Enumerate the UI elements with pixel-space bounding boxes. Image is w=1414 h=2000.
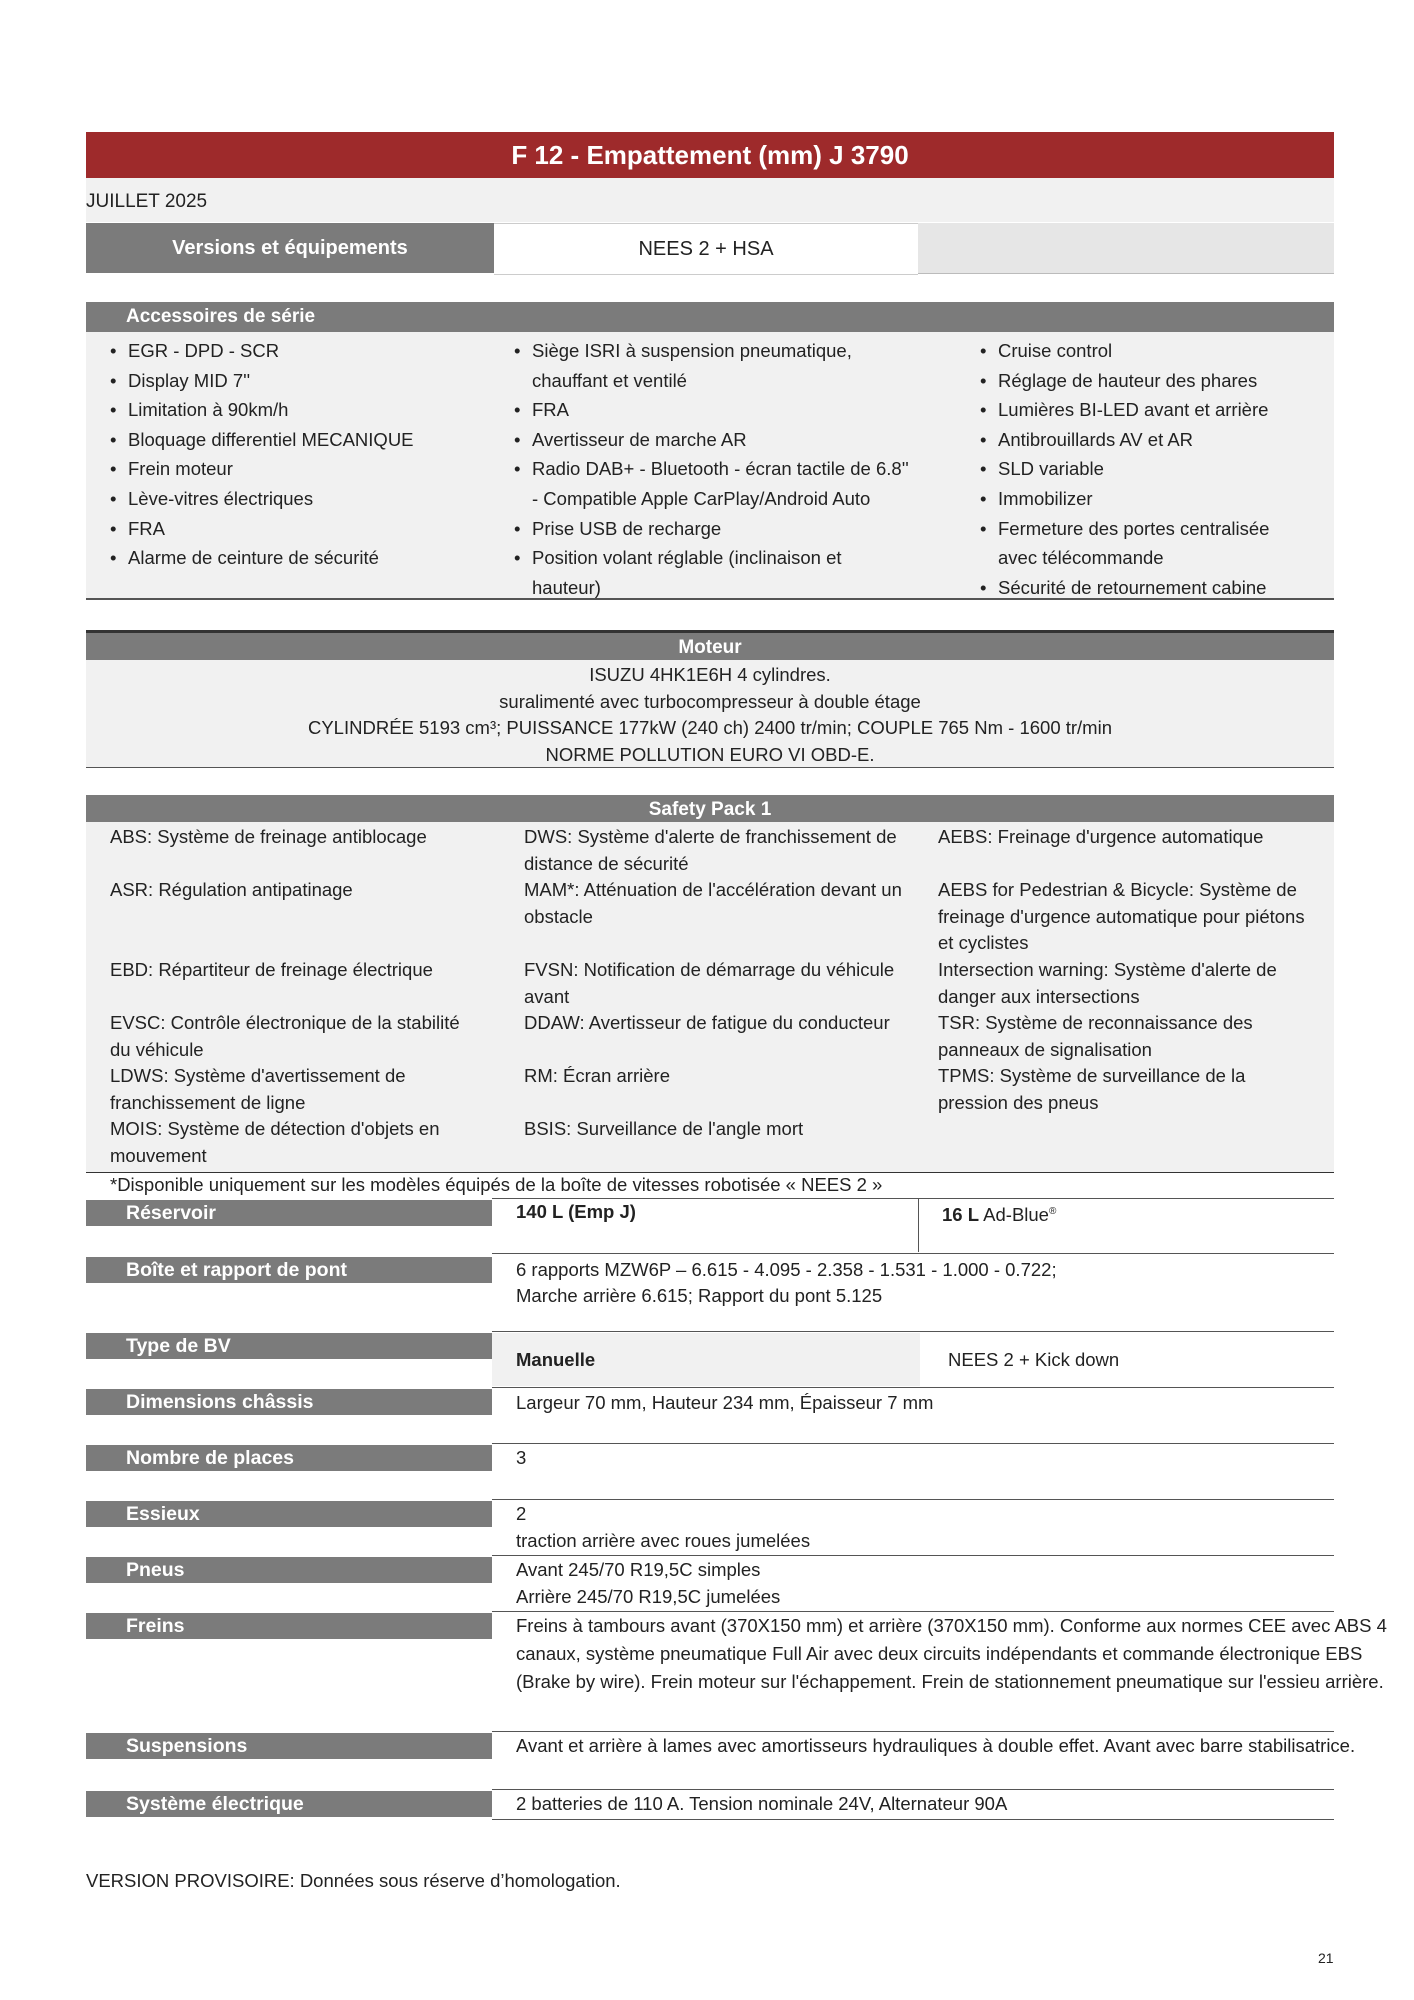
moteur-line2: suralimenté avec turbocompresseur à double étage — [499, 690, 921, 712]
boite-line2: Marche arrière 6.615; Rapport du pont 5.125 — [516, 1285, 883, 1306]
accessoire-item: • EGR - DPD - SCR — [110, 336, 470, 366]
accessoires-col3 — [980, 336, 1310, 602]
accessoire-item: • Display MID 7'' — [110, 366, 470, 396]
dimensions-label: Dimensions châssis — [86, 1389, 492, 1415]
safety-item: AEBS: Freinage d'urgence automatique — [938, 826, 1264, 847]
accessoire-item: • Siège ISRI à suspension pneumatique, chauffant et ventilé — [514, 336, 914, 395]
suspensions-label: Suspensions — [86, 1733, 492, 1759]
freins-line3: (Brake by wire). Frein moteur sur l'échappement. Frein de stationnement pneumatique sur l'essieu arrière. — [516, 1671, 1384, 1692]
safety-item: TSR: Système de reconnaissance des panneaux de signalisation — [938, 1012, 1253, 1060]
page-title: F 12 - Empattement (mm) J 3790 — [86, 132, 1334, 178]
moteur-line4: NORME POLLUTION EURO VI OBD-E. — [545, 743, 875, 765]
separator — [492, 1253, 1334, 1254]
accessoire-item: • Bloquage differentiel MECANIQUE — [110, 425, 470, 455]
boite-line1: 6 rapports MZW6P – 6.615 - 4.095 - 2.358 - 1.531 - 1.000 - 0.722; — [516, 1259, 1057, 1280]
versions-label: Versions et équipements — [86, 223, 494, 273]
typebv-value2: NEES 2 + Kick down — [948, 1349, 1120, 1370]
dimensions-value: Largeur 70 mm, Hauteur 234 mm, Épaisseur 7 mm — [516, 1392, 934, 1413]
safety-item: ASR: Régulation antipatinage — [110, 879, 353, 900]
accessoire-item: • Frein moteur — [110, 454, 470, 484]
boite-label: Boîte et rapport de pont — [86, 1257, 492, 1283]
accessoire-item: • Lève-vitres électriques — [110, 484, 470, 514]
separator — [492, 1331, 1334, 1332]
places-value: 3 — [516, 1447, 527, 1468]
accessoire-item: • Sécurité de retournement cabine — [980, 573, 1310, 603]
page-number: 21 — [1318, 1950, 1334, 1966]
pneus-label: Pneus — [86, 1557, 492, 1583]
moteur-line1: ISUZU 4HK1E6H 4 cylindres. — [589, 664, 831, 685]
safety-item: AEBS for Pedestrian & Bicycle: Système de freinage d'urgence automatique pour piétons et cyclistes — [938, 879, 1305, 953]
date-label: JUILLET 2025 — [86, 191, 208, 212]
suspensions-value: Avant et arrière à lames avec amortisseurs hydrauliques à double effet. Avant avec barre stabilisatrice. — [516, 1735, 1356, 1756]
essieux-line2: traction arrière avec roues jumelées — [516, 1530, 811, 1551]
accessoire-item: • Fermeture des portes centralisée avec télécommande — [980, 514, 1310, 573]
safety-item: EVSC: Contrôle électronique de la stabilité du véhicule — [110, 1012, 460, 1060]
versions-blank-cell — [918, 223, 1334, 274]
pneus-line1: Avant 245/70 R19,5C simples — [516, 1559, 761, 1580]
accessoire-item: • FRA — [110, 514, 470, 544]
reservoir-value2-text: Ad-Blue — [983, 1204, 1049, 1226]
freins-line1: Freins à tambours avant (370X150 mm) et arrière (370X150 mm). Conforme aux normes CEE avec ABS 4 — [516, 1615, 1387, 1636]
safety-item: BSIS: Surveillance de l'angle mort — [524, 1118, 804, 1139]
moteur-body — [86, 660, 1334, 768]
typebv-value1: Manuelle — [516, 1349, 596, 1370]
accessoire-item: • Prise USB de recharge — [514, 514, 914, 544]
moteur-line3: CYLINDRÉE 5193 cm³; PUISSANCE 177kW (240 ch) 2400 tr/min; COUPLE 765 Nm - 1600 tr/min — [307, 717, 1112, 738]
reservoir-value2 — [942, 1198, 1056, 1228]
accessoire-item: • FRA — [514, 395, 914, 425]
accessoires-col1 — [110, 336, 470, 573]
typebv-label: Type de BV — [86, 1333, 492, 1359]
safety-item: RM: Écran arrière — [524, 1065, 670, 1086]
separator — [492, 1443, 1334, 1444]
safety-item: TPMS: Système de surveillance de la pression des pneus — [938, 1065, 1246, 1113]
safety-note: *Disponible uniquement sur les modèles équipés de la boîte de vitesses robotisée « NEES 2 » — [110, 1174, 883, 1195]
accessoire-item: • Radio DAB+ - Bluetooth - écran tactile de 6.8'' - Compatible Apple CarPlay/Android Auto — [514, 454, 914, 513]
footer-note: VERSION PROVISOIRE: Données sous réserve d’homologation. — [86, 1870, 621, 1891]
electrique-value: 2 batteries de 110 A. Tension nominale 24V, Alternateur 90A — [516, 1793, 1008, 1814]
safety-body — [86, 822, 1334, 1173]
reservoir-label: Réservoir — [86, 1200, 492, 1226]
places-label: Nombre de places — [86, 1445, 492, 1471]
essieux-label: Essieux — [86, 1501, 492, 1527]
accessoires-header: Accessoires de série — [86, 302, 1334, 332]
safety-item: LDWS: Système d'avertissement de franchissement de ligne — [110, 1065, 406, 1113]
freins-label: Freins — [86, 1613, 492, 1639]
separator — [492, 1819, 1334, 1820]
safety-item: MOIS: Système de détection d'objets en mouvement — [110, 1118, 440, 1166]
date-row — [86, 178, 1334, 222]
accessoire-item: • Avertisseur de marche AR — [514, 425, 914, 455]
pneus-line2: Arrière 245/70 R19,5C jumelées — [516, 1586, 781, 1607]
accessoires-body — [86, 332, 1334, 600]
safety-item: EBD: Répartiteur de freinage électrique — [110, 959, 433, 980]
accessoire-item: • Limitation à 90km/h — [110, 395, 470, 425]
reservoir-value2-bold: 16 L — [942, 1204, 980, 1226]
separator — [918, 1198, 919, 1252]
accessoire-item: • Immobilizer — [980, 484, 1310, 514]
accessoire-item: • Cruise control — [980, 336, 1310, 366]
reservoir-value1: 140 L (Emp J) — [516, 1201, 636, 1222]
accessoire-item: • Alarme de ceinture de sécurité — [110, 543, 470, 573]
reservoir-value2-sup: ® — [1048, 1206, 1057, 1217]
moteur-header: Moteur — [86, 630, 1334, 663]
separator — [492, 1387, 1334, 1388]
versions-value: NEES 2 + HSA — [494, 223, 918, 275]
essieux-line1: 2 — [516, 1503, 527, 1524]
safety-item: Intersection warning: Système d'alerte de danger aux intersections — [938, 959, 1277, 1007]
accessoire-item: • SLD variable — [980, 454, 1310, 484]
safety-item: ABS: Système de freinage antiblocage — [110, 826, 427, 847]
freins-line2: canaux, système pneumatique Full Air avec deux circuits indépendants et commande électronique EBS — [516, 1643, 1363, 1664]
accessoire-item: • Lumières BI-LED avant et arrière — [980, 395, 1310, 425]
safety-item: MAM*: Atténuation de l'accélération devant un obstacle — [524, 879, 902, 927]
accessoires-col2 — [514, 336, 914, 602]
safety-item: DWS: Système d'alerte de franchissement de distance de sécurité — [524, 826, 897, 874]
accessoire-item: • Antibrouillards AV et AR — [980, 425, 1310, 455]
safety-item: FVSN: Notification de démarrage du véhicule avant — [524, 959, 895, 1007]
accessoire-item: • Position volant réglable (inclinaison et hauteur) — [514, 543, 914, 602]
accessoire-item: • Réglage de hauteur des phares — [980, 366, 1310, 396]
separator — [492, 1499, 1334, 1500]
safety-header: Safety Pack 1 — [86, 795, 1334, 822]
safety-item: DDAW: Avertisseur de fatigue du conducteur — [524, 1012, 890, 1033]
electrique-label: Système électrique — [86, 1791, 492, 1817]
